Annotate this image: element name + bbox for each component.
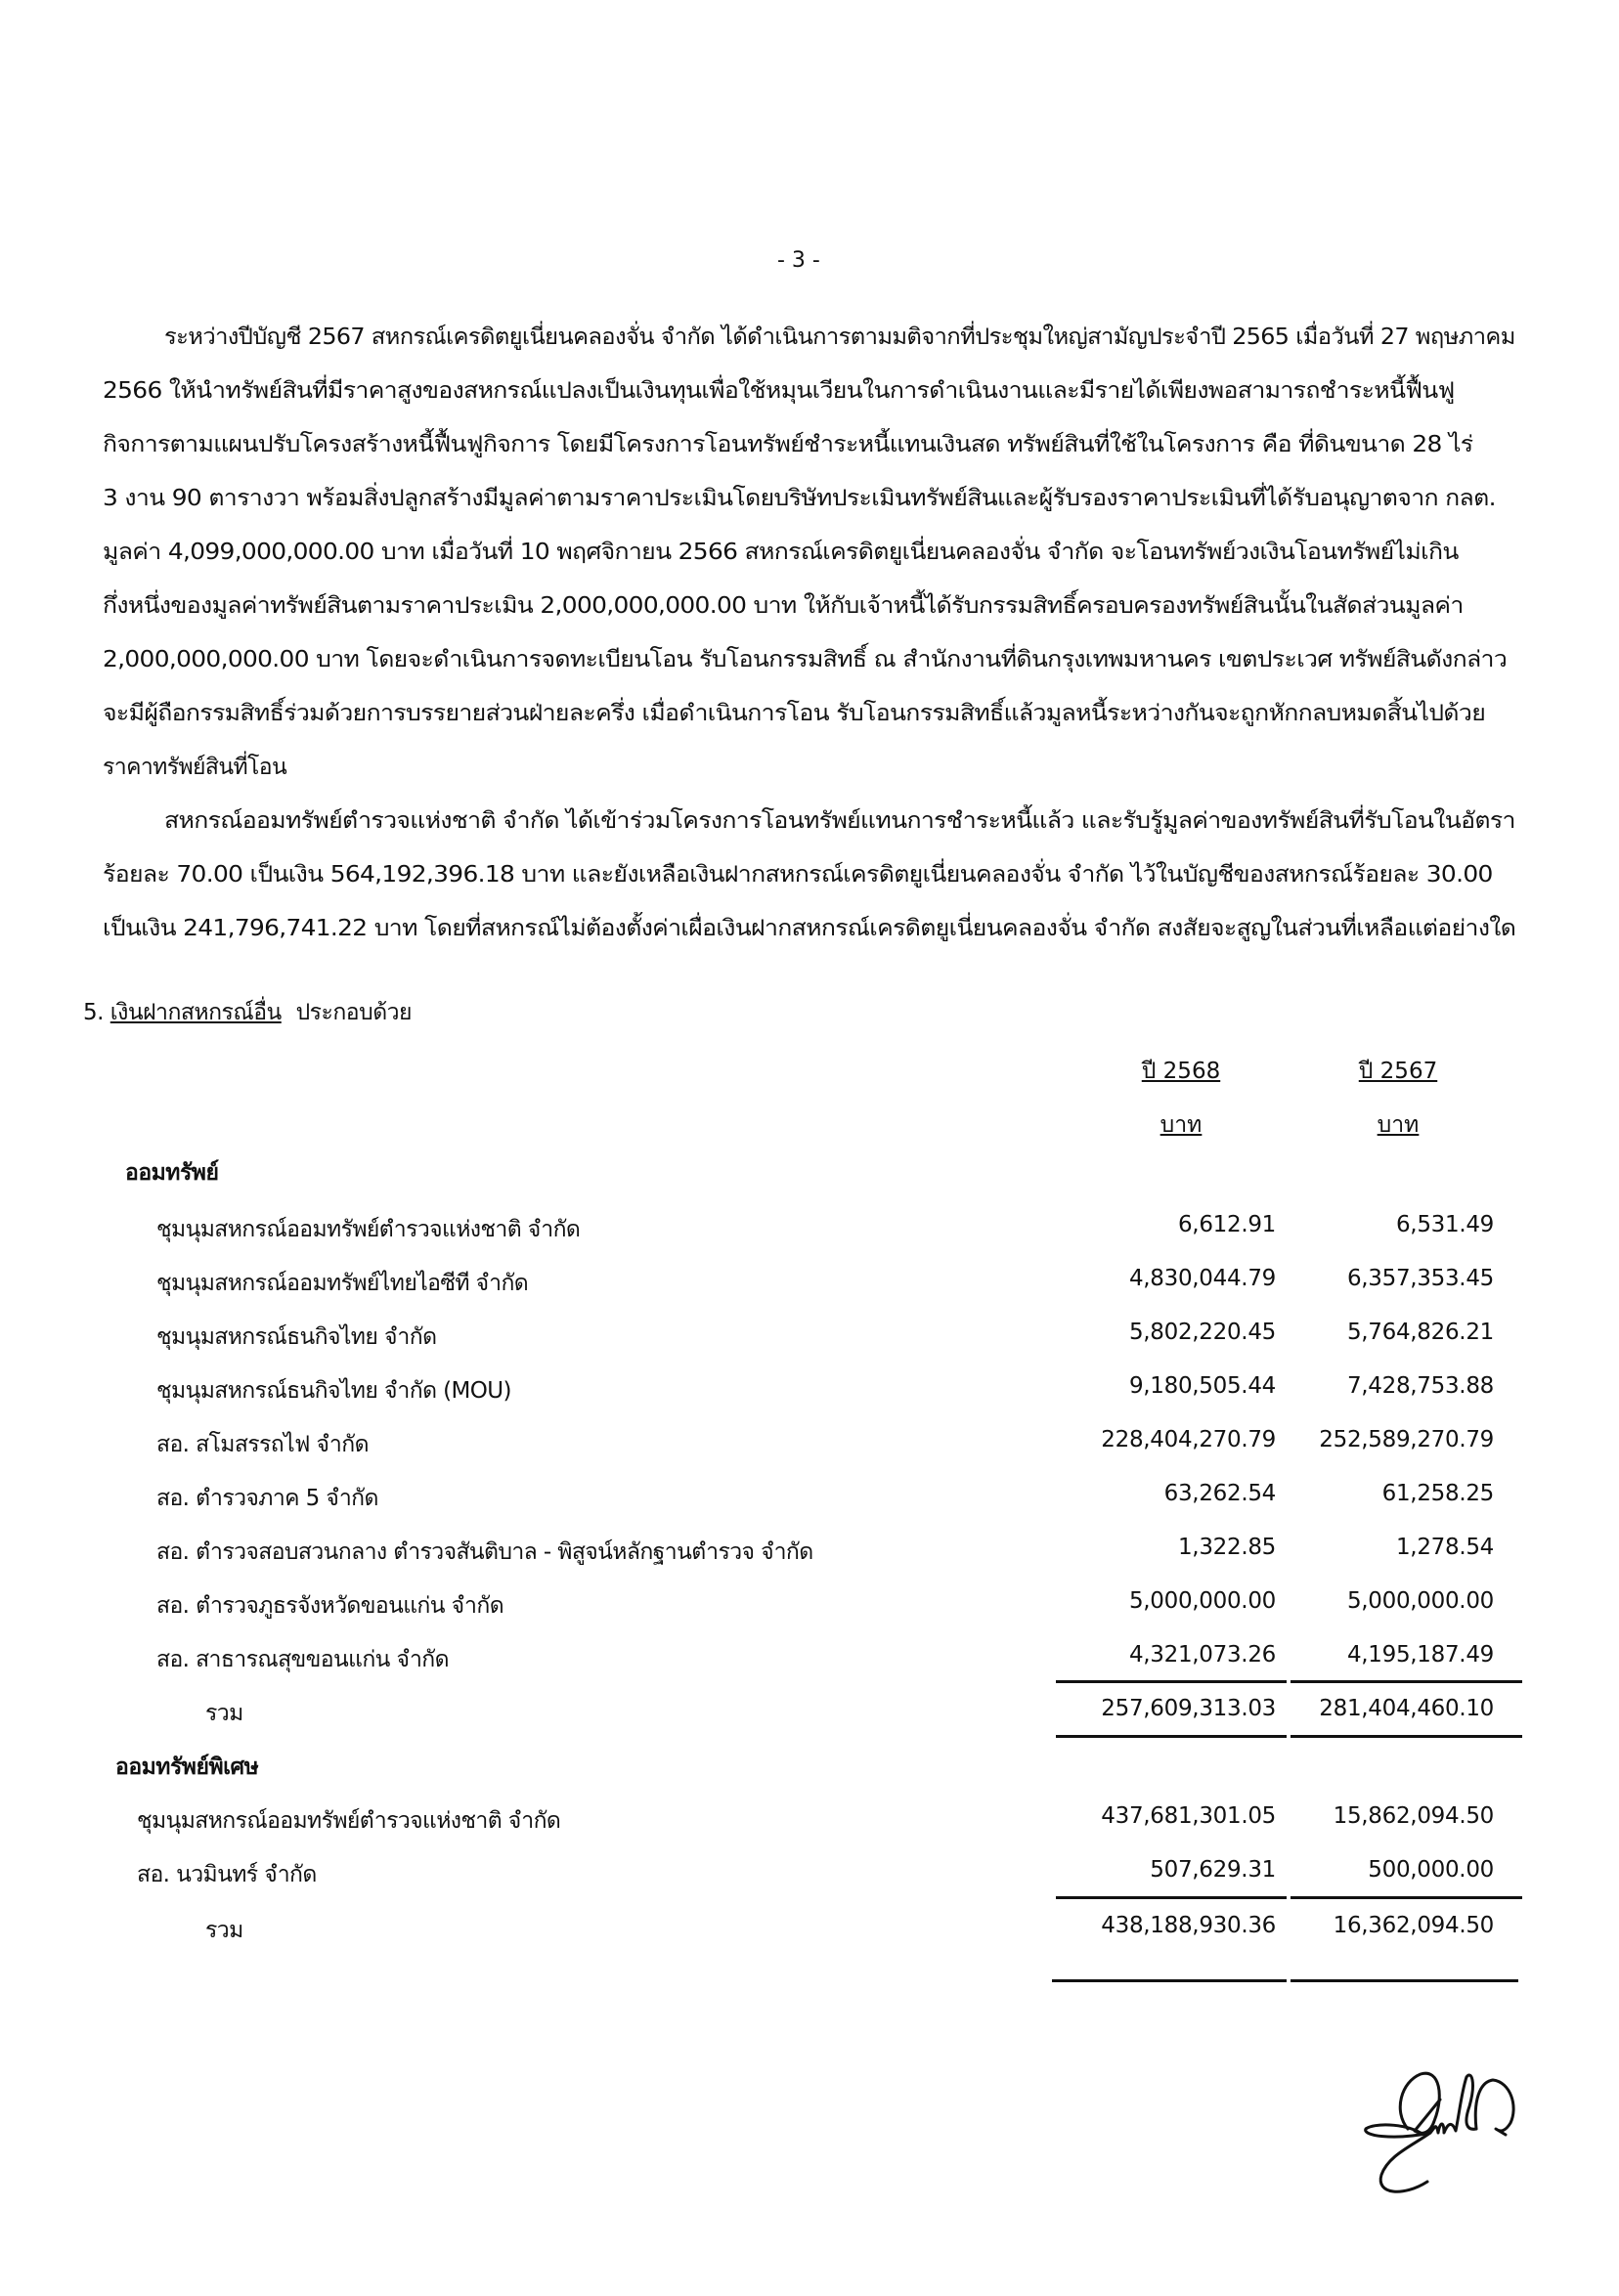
section-number: 5. (83, 1000, 104, 1025)
paragraph-line: 3 งาน 90 ตารางวา พร้อมสิ่งปลูกสร้างมีมูลค่าตามราคาประเมินโดยบริษัทประเมินทรัพย์สินและผู้รับรองราคาประเมินที่ได้รับอนุญาตจาก กลต. (103, 486, 1496, 511)
total-value-2568: 438,188,930.36 (1101, 1913, 1276, 1938)
row-value-2568: 507,629.31 (1150, 1857, 1276, 1883)
row-name: ชุมนุมสหกรณ์ออมทรัพย์ไทยไอซีที จำกัด (156, 1271, 529, 1296)
row-value-2568: 63,262.54 (1163, 1481, 1276, 1506)
total-rule (1291, 1735, 1522, 1738)
subtotal-rule (1056, 1680, 1287, 1683)
row-value-2567: 7,428,753.88 (1346, 1373, 1494, 1399)
row-value-2568: 228,404,270.79 (1101, 1427, 1276, 1452)
row-value-2568: 5,000,000.00 (1128, 1588, 1276, 1614)
row-value-2567: 1,278.54 (1395, 1535, 1494, 1560)
paragraph-line: ราคาทรัพย์สินที่โอน (103, 755, 287, 780)
row-value-2567: 61,258.25 (1381, 1481, 1494, 1506)
row-name: สอ. นวมินทร์ จำกัด (137, 1862, 317, 1887)
paragraph-line: ระหว่างปีบัญชี 2567 สหกรณ์เครดิตยูเนี่ยนคลองจั่น จำกัด ได้ดำเนินการตามมติจากที่ประชุมใหญ่สามัญประจำปี 2565 เมื่อวันที่ 27 พฤษภาคม (164, 325, 1515, 350)
group-title: ออมทรัพย์พิเศษ (115, 1754, 259, 1780)
page-number: - 3 - (777, 248, 820, 273)
total-value-2568: 257,609,313.03 (1101, 1696, 1276, 1721)
total-label: รวม (205, 1918, 243, 1943)
row-value-2568: 5,802,220.45 (1128, 1320, 1276, 1345)
paragraph-line: จะมีผู้ถือกรรมสิทธิ์ร่วมด้วยการบรรยายส่วนฝ่ายละครึ่ง เมื่อดำเนินการโอน รับโอนกรรมสิทธิ์แล้วมูลหนี้ระหว่างกันจะถูกหักกลบหมดสิ้นไปด้วย (103, 701, 1486, 726)
row-value-2568: 1,322.85 (1177, 1535, 1276, 1560)
row-name: สอ. ตำรวจภูธรจังหวัดขอนแก่น จำกัด (156, 1593, 504, 1619)
subtotal-rule (1291, 1680, 1522, 1683)
subtotal-rule (1056, 1896, 1287, 1899)
total-label: รวม (205, 1701, 243, 1726)
group-title: ออมทรัพย์ (125, 1160, 219, 1186)
row-name: สอ. สโมสรรถไฟ จำกัด (156, 1432, 369, 1457)
row-name: ชุมนุมสหกรณ์ออมทรัพย์ตำรวจแห่งชาติ จำกัด (137, 1808, 561, 1834)
row-name: สอ. สาธารณสุขขอนแก่น จำกัด (156, 1647, 449, 1672)
row-value-2568: 4,321,073.26 (1128, 1642, 1276, 1668)
row-name: ชุมนุมสหกรณ์ออมทรัพย์ตำรวจแห่งชาติ จำกัด (156, 1217, 581, 1242)
row-value-2568: 9,180,505.44 (1128, 1373, 1276, 1399)
row-name: สอ. ตำรวจภาค 5 จำกัด (156, 1486, 378, 1511)
row-value-2567: 4,195,187.49 (1346, 1642, 1494, 1668)
column-unit-2567: บาท (1377, 1112, 1420, 1138)
paragraph-line: กิจการตามแผนปรับโครงสร้างหนี้ฟื้นฟูกิจการ โดยมีโครงการโอนทรัพย์ชำระหนี้แทนเงินสด ทรัพย์สินที่ใช้ในโครงการ คือ ที่ดินขนาด 28 ไร่ (103, 432, 1473, 457)
column-unit-2568: บาท (1160, 1112, 1203, 1138)
row-value-2567: 252,589,270.79 (1319, 1427, 1494, 1452)
total-value-2567: 281,404,460.10 (1319, 1696, 1494, 1721)
paragraph-line: 2,000,000,000.00 บาท โดยจะดำเนินการจดทะเบียนโอน รับโอนกรรมสิทธิ์ ณ สำนักงานที่ดินกรุงเทพมหานคร เขตประเวศ ทรัพย์สินดังกล่าว (103, 647, 1508, 672)
row-value-2568: 4,830,044.79 (1128, 1266, 1276, 1291)
total-rule (1291, 1979, 1518, 1982)
paragraph-line: กึ่งหนึ่งของมูลค่าทรัพย์สินตามราคาประเมิน 2,000,000,000.00 บาท ให้กับเจ้าหนี้ได้รับกรรมสิทธิ์ครอบครองทรัพย์สินนั้นในสัดส่วนมูลค่า (103, 593, 1464, 619)
paragraph-line: เป็นเงิน 241,796,741.22 บาท โดยที่สหกรณ์ไม่ต้องตั้งค่าเผื่อเงินฝากสหกรณ์เครดิตยูเนี่ยนคลองจั่น จำกัด สงสัยจะสูญในส่วนที่เหลือแต่อย่างใด (103, 916, 1516, 941)
paragraph-line: สหกรณ์ออมทรัพย์ตำรวจแห่งชาติ จำกัด ได้เข้าร่วมโครงการโอนทรัพย์แทนการชำระหนี้แล้ว และรับรู้มูลค่าของทรัพย์สินที่รับโอนในอัตรา (164, 808, 1515, 834)
row-value-2568: 6,612.91 (1177, 1212, 1276, 1237)
row-value-2567: 5,764,826.21 (1346, 1320, 1494, 1345)
section-suffix: ประกอบด้วย (295, 1000, 413, 1025)
row-value-2567: 500,000.00 (1368, 1857, 1494, 1883)
row-value-2567: 6,357,353.45 (1346, 1266, 1494, 1291)
row-name: สอ. ตำรวจสอบสวนกลาง ตำรวจสันติบาล - พิสูจน์หลักฐานตำรวจ จำกัด (156, 1539, 813, 1565)
row-name: ชุมนุมสหกรณ์ธนกิจไทย จำกัด (MOU) (156, 1378, 511, 1404)
row-name: ชุมนุมสหกรณ์ธนกิจไทย จำกัด (156, 1324, 437, 1350)
signature-image (1354, 2053, 1550, 2214)
section-title: เงินฝากสหกรณ์อื่น (109, 1000, 282, 1025)
total-rule (1056, 1735, 1287, 1738)
row-value-2567: 5,000,000.00 (1346, 1588, 1494, 1614)
total-rule (1052, 1979, 1287, 1982)
row-value-2567: 6,531.49 (1395, 1212, 1494, 1237)
subtotal-rule (1291, 1896, 1522, 1899)
total-value-2567: 16,362,094.50 (1333, 1913, 1494, 1938)
row-value-2568: 437,681,301.05 (1101, 1803, 1276, 1829)
paragraph-line: ร้อยละ 70.00 เป็นเงิน 564,192,396.18 บาท และยังเหลือเงินฝากสหกรณ์เครดิตยูเนี่ยนคลองจั่น จำกัด ไว้ในบัญชีของสหกรณ์ร้อยละ 30.00 (103, 862, 1493, 888)
paragraph-line: 2566 ให้นำทรัพย์สินที่มีราคาสูงของสหกรณ์แปลงเป็นเงินทุนเพื่อใช้หมุนเวียนในการดำเนินงานและมีรายได้เพียงพอสามารถชำระหนี้ฟื้นฟู (103, 378, 1455, 404)
row-value-2567: 15,862,094.50 (1333, 1803, 1494, 1829)
column-header-2568: ปี 2568 (1141, 1059, 1221, 1084)
section-heading (83, 995, 412, 1030)
paragraph-line: มูลค่า 4,099,000,000.00 บาท เมื่อวันที่ 10 พฤศจิกายน 2566 สหกรณ์เครดิตยูเนี่ยนคลองจั่น จำกัด จะโอนทรัพย์วงเงินโอนทรัพย์ไม่เกิน (103, 540, 1459, 565)
column-header-2567: ปี 2567 (1358, 1059, 1438, 1084)
